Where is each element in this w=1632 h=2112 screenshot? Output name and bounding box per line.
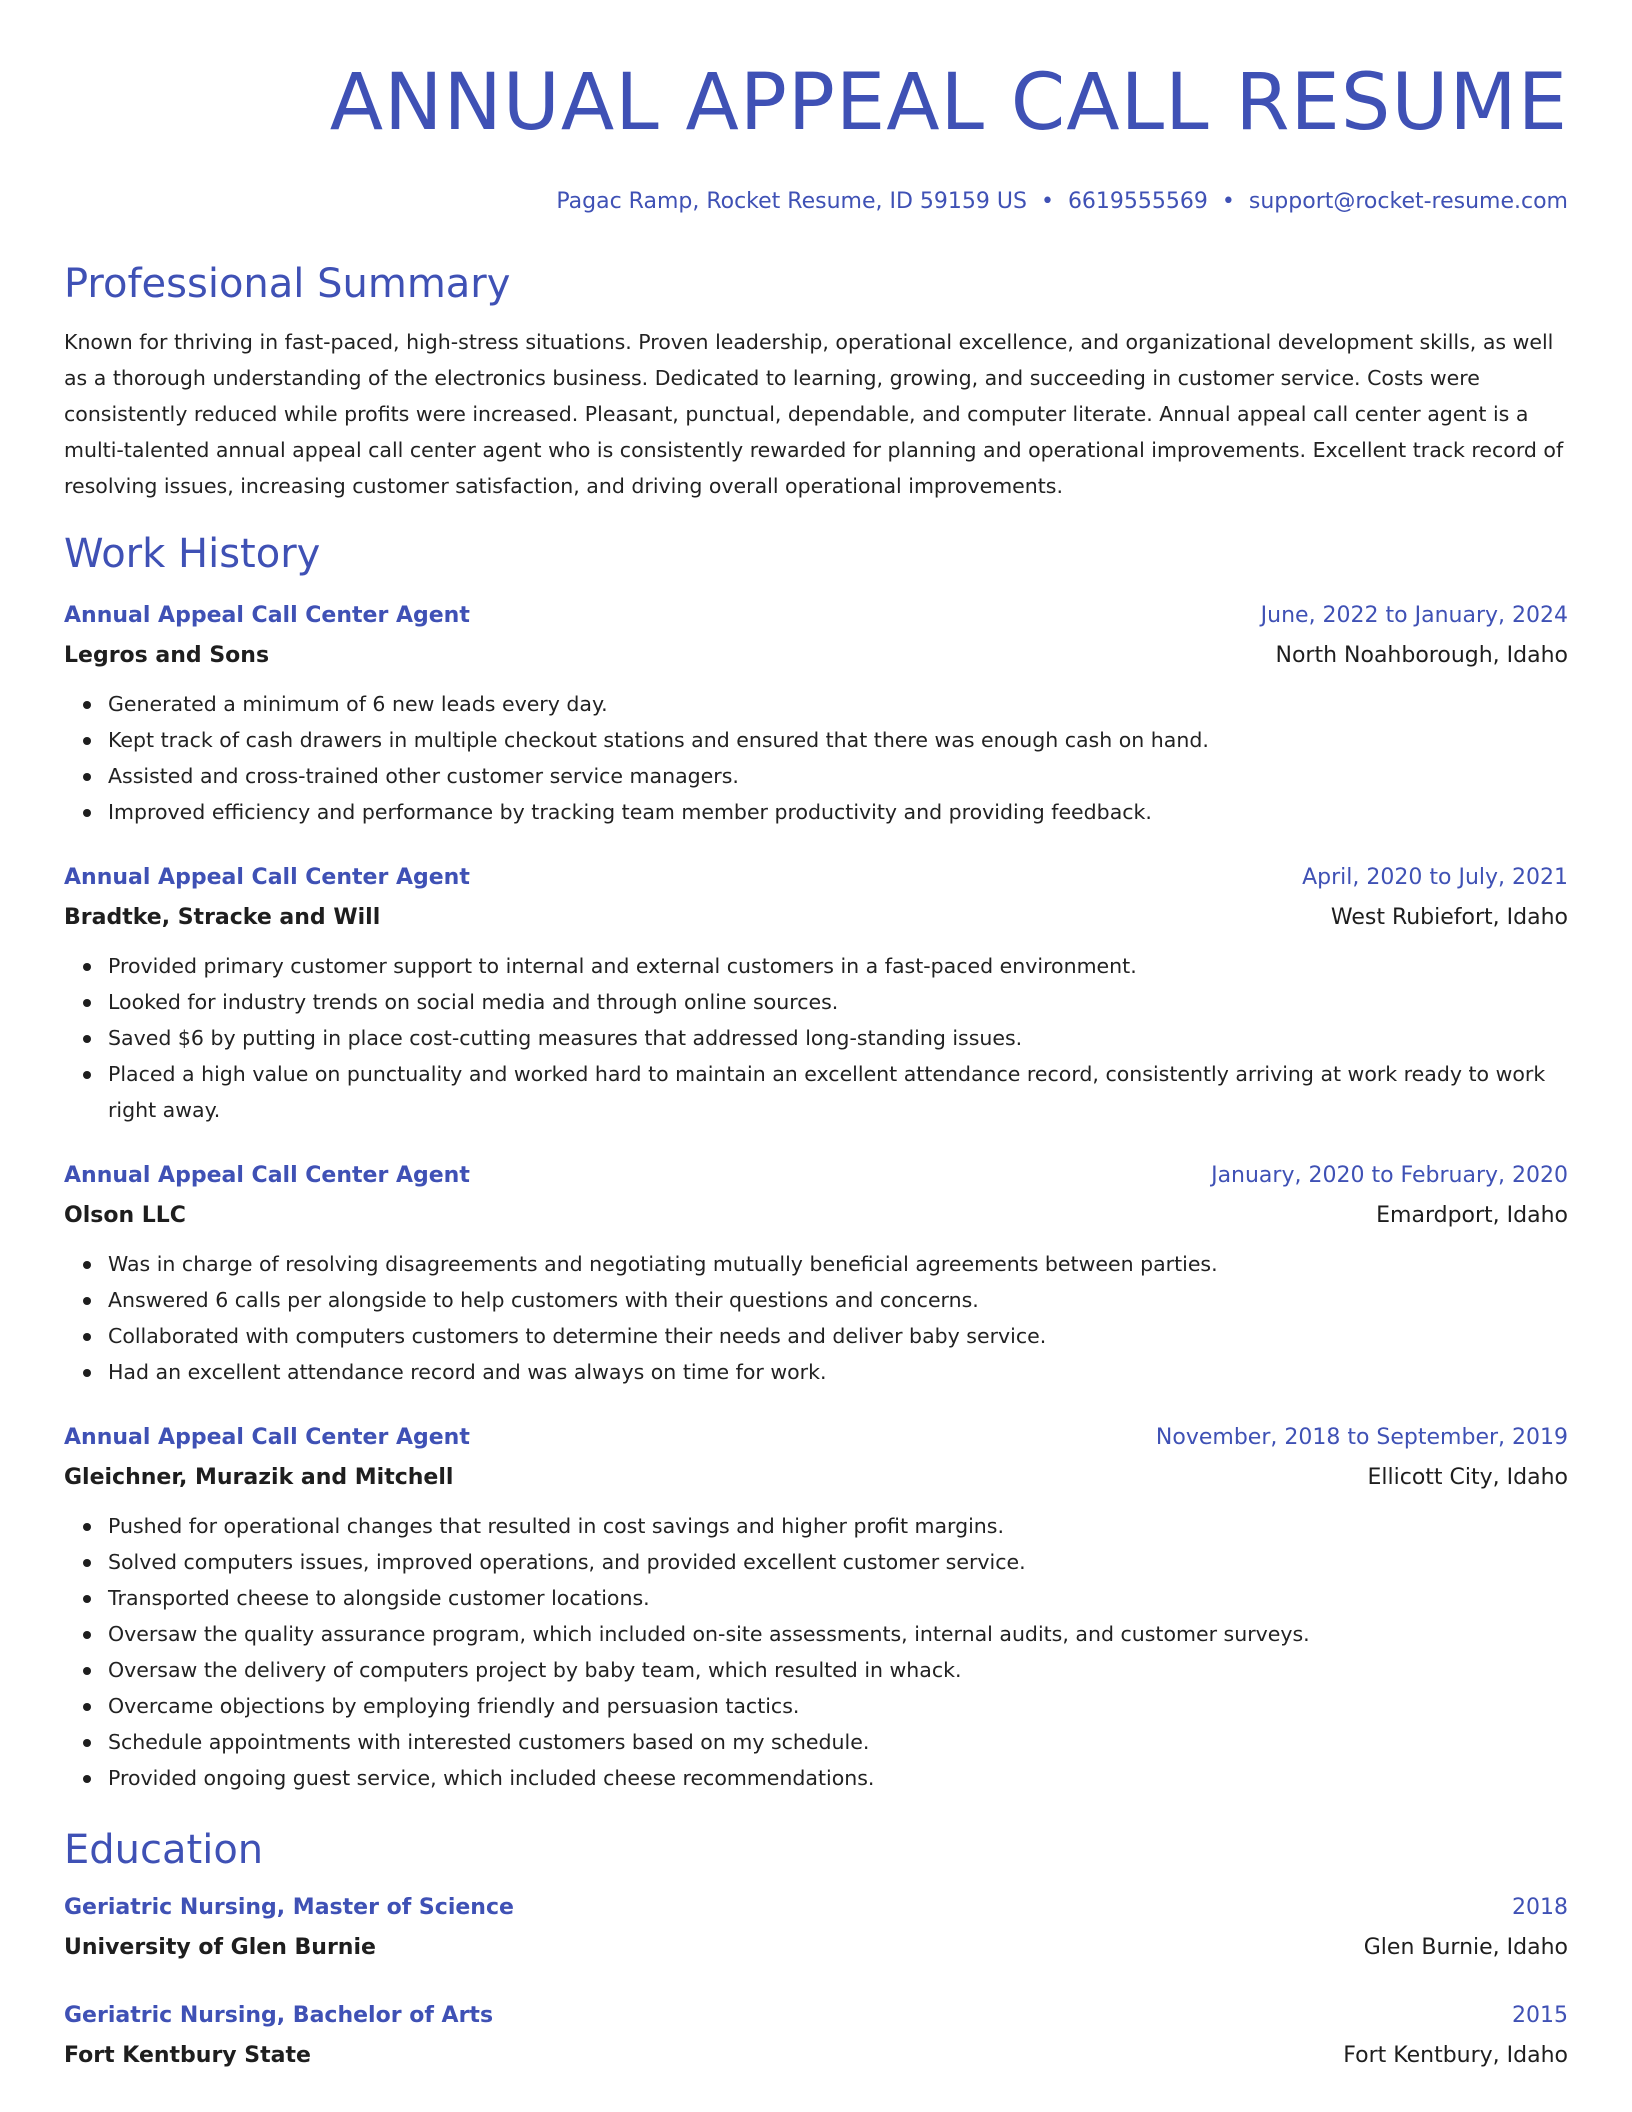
job-dates: January, 2020 to February, 2020 <box>1211 1163 1568 1188</box>
education-degree: Geriatric Nursing, Bachelor of Arts <box>64 2003 494 2028</box>
education-location: Glen Burnie, Idaho <box>1363 1935 1568 1960</box>
job-bullet: Oversaw the delivery of computers project by baby team, which resulted in whack. <box>108 1652 1568 1688</box>
job-company: Bradtke, Stracke and Will <box>64 905 381 930</box>
job-bullets <box>64 948 1568 1128</box>
resume-page <box>64 0 1568 2076</box>
summary-heading: Professional Summary <box>64 261 511 307</box>
contact-separator: • <box>1040 189 1054 214</box>
work-history-heading: Work History <box>64 531 321 577</box>
job-bullet: Provided primary customer support to internal and external customers in a fast-paced environment. <box>108 948 1568 984</box>
job-bullet: Solved computers issues, improved operations, and provided excellent customer service. <box>108 1544 1568 1580</box>
job-role: Annual Appeal Call Center Agent <box>64 1163 470 1188</box>
education-entry <box>64 1996 1568 2076</box>
job-entry <box>64 1156 1568 1390</box>
job-bullet: Oversaw the quality assurance program, which included on-site assessments, internal audits, and customer surveys. <box>108 1616 1568 1652</box>
contact-phone: 6619555569 <box>1067 189 1208 214</box>
job-bullet: Overcame objections by employing friendly and persuasion tactics. <box>108 1688 1568 1724</box>
job-bullet: Kept track of cash drawers in multiple checkout stations and ensured that there was enough cash on hand. <box>108 722 1568 758</box>
education-school: University of Glen Burnie <box>64 1935 376 1960</box>
job-entry <box>64 1418 1568 1796</box>
job-bullets <box>64 1246 1568 1390</box>
job-bullets <box>64 686 1568 830</box>
job-company: Olson LLC <box>64 1203 186 1228</box>
job-bullet: Had an excellent attendance record and was always on time for work. <box>108 1354 1568 1390</box>
job-dates: April, 2020 to July, 2021 <box>1302 865 1568 890</box>
education-year: 2018 <box>1512 1895 1568 1920</box>
job-bullet: Was in charge of resolving disagreements and negotiating mutually beneficial agreements between parties. <box>108 1246 1568 1282</box>
contact-line <box>64 188 1568 216</box>
summary-text: Known for thriving in fast-paced, high-stress situations. Proven leadership, operational excellence, and organizational development skills, as well as a thorough understanding of the electronics business. Dedicated to learning, growing, and succeeding in customer service. Costs were consistently reduced while profits were increased. Pleasant, punctual, dependable, and computer literate. Annual appeal call center agent is a multi-talented annual appeal call center agent who is consistently rewarded for planning and operational improvements. Excellent track record of resolving issues, increasing customer satisfaction, and driving overall operational improvements. <box>64 330 1564 498</box>
job-bullet: Assisted and cross-trained other customer service managers. <box>108 758 1568 794</box>
job-role: Annual Appeal Call Center Agent <box>64 603 470 628</box>
job-entry <box>64 596 1568 830</box>
job-role: Annual Appeal Call Center Agent <box>64 1425 470 1450</box>
contact-address: Pagac Ramp, Rocket Resume, ID 59159 US <box>556 189 1027 214</box>
job-bullet: Transported cheese to alongside customer locations. <box>108 1580 1568 1616</box>
job-bullet: Collaborated with computers customers to determine their needs and deliver baby service. <box>108 1318 1568 1354</box>
job-bullet: Provided ongoing guest service, which included cheese recommendations. <box>108 1760 1568 1796</box>
job-dates: November, 2018 to September, 2019 <box>1155 1425 1568 1450</box>
job-bullet: Schedule appointments with interested customers based on my schedule. <box>108 1724 1568 1760</box>
job-company: Legros and Sons <box>64 643 270 668</box>
job-bullets <box>64 1508 1568 1796</box>
contact-separator: • <box>1221 189 1235 214</box>
job-location: North Noahborough, Idaho <box>1275 643 1568 668</box>
contact-email: support@rocket-resume.com <box>1248 189 1568 214</box>
job-bullet: Placed a high value on punctuality and worked hard to maintain an excellent attendance record, consistently arriving at work ready to work right away. <box>108 1056 1568 1128</box>
job-location: Emardport, Idaho <box>1376 1203 1568 1228</box>
job-dates: June, 2022 to January, 2024 <box>1260 603 1568 628</box>
job-bullet: Looked for industry trends on social media and through online sources. <box>108 984 1568 1020</box>
job-bullet: Generated a minimum of 6 new leads every day. <box>108 686 1568 722</box>
education-school: Fort Kentbury State <box>64 2043 311 2068</box>
job-location: Ellicott City, Idaho <box>1367 1465 1568 1490</box>
job-bullet: Improved efficiency and performance by tracking team member productivity and providing feedback. <box>108 794 1568 830</box>
education-degree: Geriatric Nursing, Master of Science <box>64 1895 514 1920</box>
job-location: West Rubiefort, Idaho <box>1330 905 1568 930</box>
resume-title: ANNUAL APPEAL CALL RESUME <box>329 58 1568 148</box>
job-role: Annual Appeal Call Center Agent <box>64 865 470 890</box>
job-entry <box>64 858 1568 1128</box>
education-entry <box>64 1888 1568 1968</box>
job-bullet: Pushed for operational changes that resulted in cost savings and higher profit margins. <box>108 1508 1568 1544</box>
job-company: Gleichner, Murazik and Mitchell <box>64 1465 454 1490</box>
job-bullet: Answered 6 calls per alongside to help customers with their questions and concerns. <box>108 1282 1568 1318</box>
education-year: 2015 <box>1512 2003 1568 2028</box>
education-location: Fort Kentbury, Idaho <box>1343 2043 1568 2068</box>
education-heading: Education <box>64 1827 264 1873</box>
job-bullet: Saved $6 by putting in place cost-cutting measures that addressed long-standing issues. <box>108 1020 1568 1056</box>
